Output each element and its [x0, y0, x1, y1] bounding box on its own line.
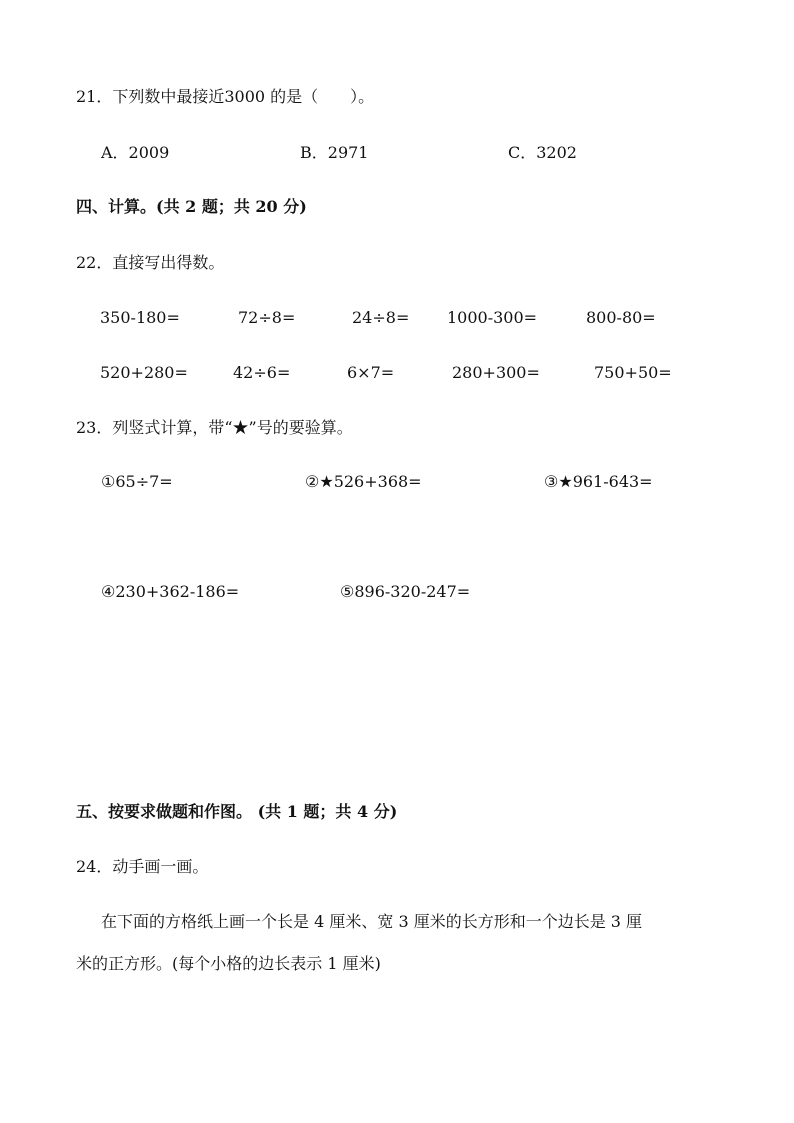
q22-expr: 280+300=: [452, 363, 540, 382]
q22-expr: 72÷8=: [238, 308, 296, 327]
q22-expr: 750+50=: [594, 363, 672, 382]
q24-body-line2: 米的正方形。(每个小格的边长表示 1 厘米): [76, 954, 381, 973]
q22-expr: 42÷6=: [233, 363, 291, 382]
q23-stem: 23．列竖式计算，带“★”号的要验算。: [76, 418, 353, 437]
q22-expr: 800-80=: [586, 308, 656, 327]
q21-option-c: C．3202: [508, 143, 577, 162]
q22-expr: 24÷8=: [352, 308, 410, 327]
q23-item: ⑤896-320-247=: [340, 582, 471, 601]
q21-option-a: A．2009: [101, 143, 170, 162]
section4-heading: 四、计算。(共 2 题；共 20 分): [76, 197, 307, 216]
q22-expr: 520+280=: [100, 363, 188, 382]
q24-stem: 24．动手画一画。: [76, 857, 209, 876]
q22-expr: 350-180=: [100, 308, 180, 327]
q24-body-line1: 在下面的方格纸上画一个长是 4 厘米、宽 3 厘米的长方形和一个边长是 3 厘: [101, 912, 643, 931]
q21-option-b: B．2971: [300, 143, 369, 162]
q23-item: ③★961-643=: [544, 472, 653, 491]
q23-item: ①65÷7=: [101, 472, 173, 491]
q21-stem: 21．下列数中最接近3000 的是（ ）。: [76, 87, 375, 106]
q22-stem: 22．直接写出得数。: [76, 253, 225, 272]
q22-expr: 1000-300=: [447, 308, 538, 327]
q23-item: ②★526+368=: [305, 472, 422, 491]
q22-expr: 6×7=: [347, 363, 395, 382]
section5-heading: 五、按要求做题和作图。 (共 1 题；共 4 分): [76, 802, 398, 821]
q23-item: ④230+362-186=: [101, 582, 240, 601]
